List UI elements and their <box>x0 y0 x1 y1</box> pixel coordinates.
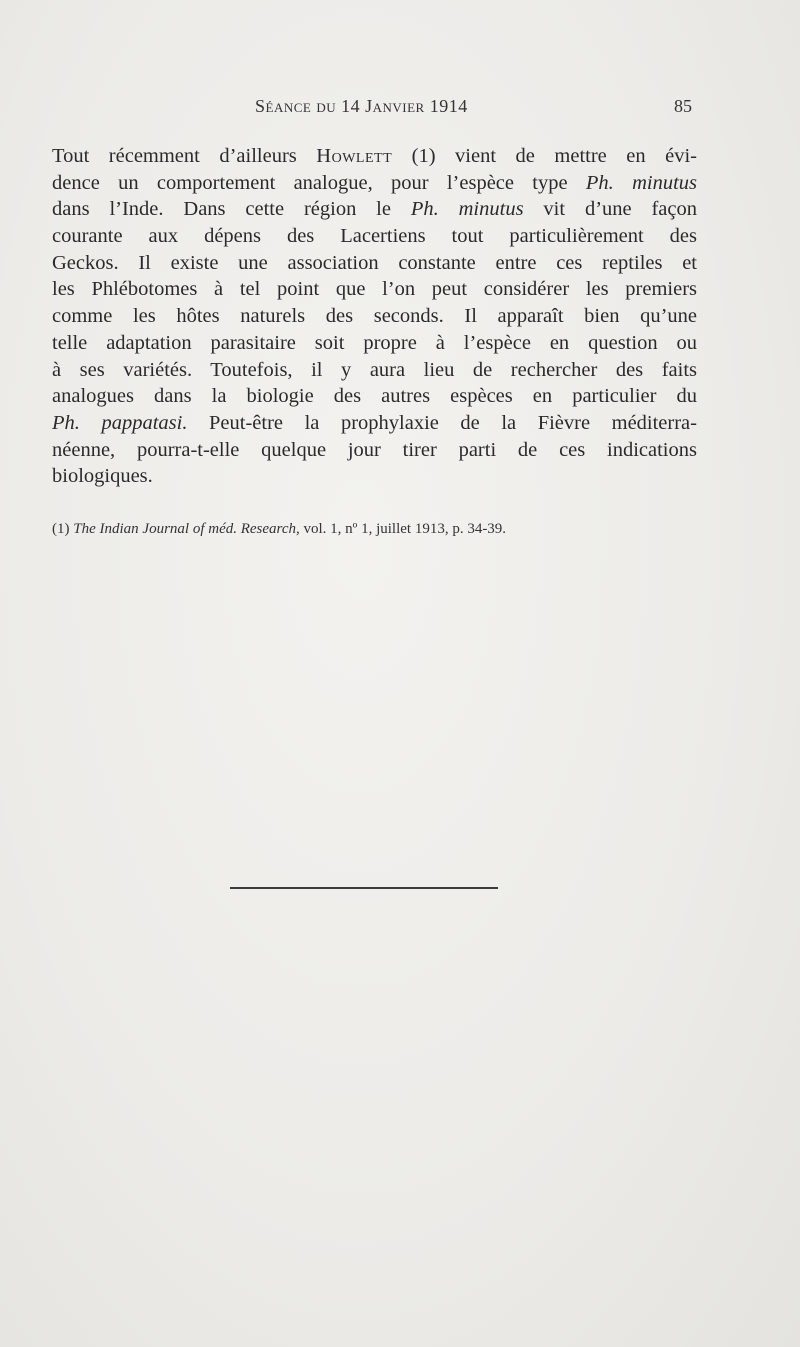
running-head: Séance du 14 Janvier 1914 <box>255 96 468 116</box>
text-line: analogues dans la biologie des autres espèces en particulier du <box>52 385 697 408</box>
species-name: Ph. pappatasi. <box>52 411 188 434</box>
page-header <box>0 96 800 126</box>
species-name: Ph. minutus <box>410 198 524 221</box>
page-number: 85 <box>674 96 692 116</box>
footnote-reference: vol. 1, nº 1, juillet 1913, p. 34-39. <box>303 521 507 537</box>
species-name: Ph. minutus <box>585 171 697 194</box>
text-line: Tout récemment d’ailleurs Howlett (1) vient de mettre en évi- <box>52 145 698 167</box>
author-name: Howlett <box>316 145 393 167</box>
text-line: Geckos. Il existe une association constante entre ces reptiles et <box>52 251 697 274</box>
text-line: dans l’Inde. Dans cette région le Ph. minutus vit d’une façon <box>52 198 698 221</box>
text-line: courante aux dépens des Lacertiens tout particulièrement des <box>52 225 697 248</box>
text-line: à ses variétés. Toutefois, il y aura lieu de rechercher des faits <box>52 358 697 381</box>
footnote <box>52 521 697 538</box>
text-line: les Phlébotomes à tel point que l’on peut considérer les premiers <box>52 278 697 301</box>
section-rule <box>230 887 498 889</box>
text-line: dence un comportement analogue, pour l’espèce type Ph. minutus <box>52 171 697 194</box>
text-line: telle adaptation parasitaire soit propre à l’espèce en question ou <box>52 331 697 354</box>
text-line: biologiques. <box>52 465 153 488</box>
text-line: comme les hôtes naturels des seconds. Il apparaît bien qu’une <box>52 305 697 328</box>
footnote-marker: (1) <box>52 521 70 537</box>
footnote-journal-title: The Indian Journal of méd. Research, <box>73 521 300 537</box>
text-line: néenne, pourra-t-elle quelque jour tirer parti de ces indications <box>52 438 697 461</box>
text-line: Ph. pappatasi. Peut-être la prophylaxie de la Fièvre méditerra- <box>52 411 697 434</box>
body-paragraph <box>52 143 697 490</box>
